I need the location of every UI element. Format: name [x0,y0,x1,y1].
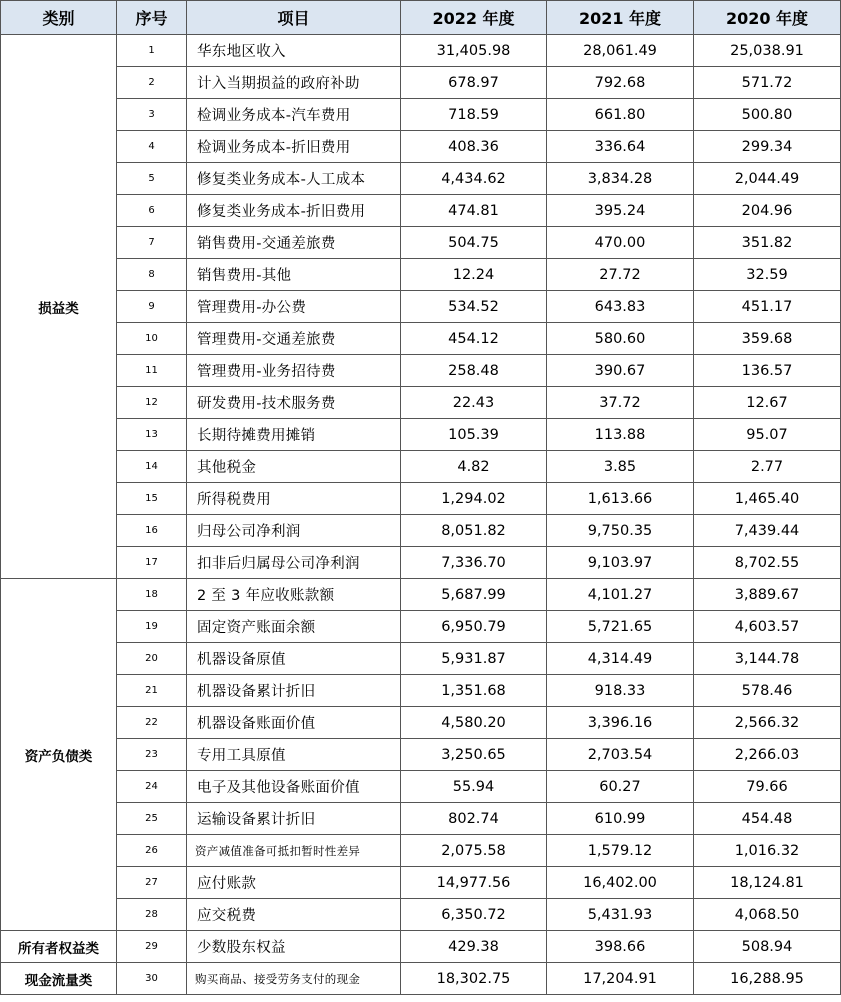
table-row [1,99,841,131]
value-2020-cell: 8,702.55 [694,547,841,579]
value-2020-cell: 351.82 [694,227,841,259]
table-row [1,163,841,195]
value-2021-cell: 9,103.97 [547,547,694,579]
seq-cell: 17 [117,547,187,579]
table-row [1,195,841,227]
value-2020-cell: 4,068.50 [694,899,841,931]
value-2020-cell: 32.59 [694,259,841,291]
table-row [1,483,841,515]
value-2021-cell: 2,703.54 [547,739,694,771]
value-2021-cell: 16,402.00 [547,867,694,899]
value-2021-cell: 3.85 [547,451,694,483]
table-row [1,67,841,99]
seq-cell: 19 [117,611,187,643]
value-2020-cell: 299.34 [694,131,841,163]
seq-cell: 28 [117,899,187,931]
item-cell: 资产减值准备可抵扣暂时性差异 [187,835,401,867]
seq-cell: 9 [117,291,187,323]
value-2022-cell: 7,336.70 [401,547,547,579]
value-2021-cell: 37.72 [547,387,694,419]
value-2021-cell: 390.67 [547,355,694,387]
value-2021-cell: 5,721.65 [547,611,694,643]
header-2021: 2021 年度 [547,1,694,35]
value-2022-cell: 504.75 [401,227,547,259]
value-2020-cell: 454.48 [694,803,841,835]
value-2020-cell: 3,144.78 [694,643,841,675]
value-2021-cell: 27.72 [547,259,694,291]
value-2020-cell: 1,465.40 [694,483,841,515]
value-2021-cell: 1,613.66 [547,483,694,515]
value-2020-cell: 12.67 [694,387,841,419]
item-cell: 运输设备累计折旧 [187,803,401,835]
value-2021-cell: 3,396.16 [547,707,694,739]
value-2020-cell: 3,889.67 [694,579,841,611]
item-cell: 2 至 3 年应收账款额 [187,579,401,611]
value-2022-cell: 429.38 [401,931,547,963]
seq-cell: 25 [117,803,187,835]
value-2022-cell: 4,580.20 [401,707,547,739]
header-item: 项目 [187,1,401,35]
value-2022-cell: 474.81 [401,195,547,227]
item-cell: 修复类业务成本-人工成本 [187,163,401,195]
value-2022-cell: 55.94 [401,771,547,803]
table-row [1,867,841,899]
value-2022-cell: 4.82 [401,451,547,483]
table-row [1,579,841,611]
value-2022-cell: 22.43 [401,387,547,419]
table-row [1,547,841,579]
value-2021-cell: 4,101.27 [547,579,694,611]
seq-cell: 20 [117,643,187,675]
item-cell: 管理费用-业务招待费 [187,355,401,387]
table-row [1,771,841,803]
table-row [1,899,841,931]
value-2021-cell: 60.27 [547,771,694,803]
value-2022-cell: 5,687.99 [401,579,547,611]
value-2021-cell: 470.00 [547,227,694,259]
value-2020-cell: 578.46 [694,675,841,707]
value-2022-cell: 105.39 [401,419,547,451]
value-2020-cell: 500.80 [694,99,841,131]
value-2022-cell: 2,075.58 [401,835,547,867]
value-2022-cell: 408.36 [401,131,547,163]
table-row [1,227,841,259]
value-2020-cell: 4,603.57 [694,611,841,643]
value-2021-cell: 643.83 [547,291,694,323]
table-header [1,1,841,35]
seq-cell: 13 [117,419,187,451]
seq-cell: 10 [117,323,187,355]
value-2021-cell: 28,061.49 [547,35,694,67]
table-row [1,931,841,963]
header-row [1,1,841,35]
value-2020-cell: 2.77 [694,451,841,483]
seq-cell: 7 [117,227,187,259]
item-cell: 电子及其他设备账面价值 [187,771,401,803]
seq-cell: 1 [117,35,187,67]
table-body [1,35,841,995]
item-cell: 华东地区收入 [187,35,401,67]
seq-cell: 18 [117,579,187,611]
table-row [1,323,841,355]
value-2022-cell: 678.97 [401,67,547,99]
value-2021-cell: 336.64 [547,131,694,163]
seq-cell: 6 [117,195,187,227]
table-row [1,419,841,451]
item-cell: 应付账款 [187,867,401,899]
item-cell: 购买商品、接受劳务支付的现金 [187,963,401,995]
seq-cell: 5 [117,163,187,195]
value-2022-cell: 6,950.79 [401,611,547,643]
item-cell: 其他税金 [187,451,401,483]
item-cell: 少数股东权益 [187,931,401,963]
value-2021-cell: 9,750.35 [547,515,694,547]
table-row [1,611,841,643]
category-cell: 现金流量类 [1,963,117,995]
table-row [1,803,841,835]
item-cell: 计入当期损益的政府补助 [187,67,401,99]
seq-cell: 12 [117,387,187,419]
table-row [1,739,841,771]
table-row [1,259,841,291]
seq-cell: 14 [117,451,187,483]
value-2022-cell: 5,931.87 [401,643,547,675]
value-2020-cell: 2,566.32 [694,707,841,739]
table-row [1,451,841,483]
item-cell: 机器设备累计折旧 [187,675,401,707]
value-2020-cell: 136.57 [694,355,841,387]
value-2022-cell: 8,051.82 [401,515,547,547]
value-2022-cell: 802.74 [401,803,547,835]
item-cell: 研发费用-技术服务费 [187,387,401,419]
header-seq: 序号 [117,1,187,35]
value-2022-cell: 4,434.62 [401,163,547,195]
seq-cell: 22 [117,707,187,739]
value-2020-cell: 18,124.81 [694,867,841,899]
value-2022-cell: 12.24 [401,259,547,291]
value-2020-cell: 204.96 [694,195,841,227]
value-2022-cell: 6,350.72 [401,899,547,931]
value-2021-cell: 17,204.91 [547,963,694,995]
seq-cell: 11 [117,355,187,387]
table-row [1,515,841,547]
header-2022: 2022 年度 [401,1,547,35]
item-cell: 归母公司净利润 [187,515,401,547]
value-2021-cell: 113.88 [547,419,694,451]
value-2020-cell: 25,038.91 [694,35,841,67]
category-cell: 所有者权益类 [1,931,117,963]
value-2021-cell: 661.80 [547,99,694,131]
item-cell: 所得税费用 [187,483,401,515]
value-2022-cell: 14,977.56 [401,867,547,899]
seq-cell: 23 [117,739,187,771]
header-2020: 2020 年度 [694,1,841,35]
table-row [1,835,841,867]
item-cell: 销售费用-其他 [187,259,401,291]
table-row [1,643,841,675]
value-2022-cell: 1,351.68 [401,675,547,707]
value-2021-cell: 1,579.12 [547,835,694,867]
item-cell: 检调业务成本-折旧费用 [187,131,401,163]
value-2020-cell: 571.72 [694,67,841,99]
item-cell: 管理费用-交通差旅费 [187,323,401,355]
seq-cell: 26 [117,835,187,867]
seq-cell: 16 [117,515,187,547]
table-row [1,707,841,739]
value-2020-cell: 7,439.44 [694,515,841,547]
seq-cell: 27 [117,867,187,899]
seq-cell: 8 [117,259,187,291]
seq-cell: 2 [117,67,187,99]
seq-cell: 29 [117,931,187,963]
value-2021-cell: 3,834.28 [547,163,694,195]
value-2022-cell: 1,294.02 [401,483,547,515]
table-row [1,35,841,67]
seq-cell: 3 [117,99,187,131]
value-2020-cell: 79.66 [694,771,841,803]
value-2022-cell: 258.48 [401,355,547,387]
value-2020-cell: 451.17 [694,291,841,323]
category-cell: 损益类 [1,35,117,579]
value-2020-cell: 359.68 [694,323,841,355]
item-cell: 固定资产账面余额 [187,611,401,643]
value-2021-cell: 580.60 [547,323,694,355]
value-2021-cell: 395.24 [547,195,694,227]
value-2022-cell: 31,405.98 [401,35,547,67]
item-cell: 机器设备账面价值 [187,707,401,739]
value-2021-cell: 792.68 [547,67,694,99]
item-cell: 应交税费 [187,899,401,931]
value-2021-cell: 610.99 [547,803,694,835]
table-row [1,131,841,163]
value-2022-cell: 718.59 [401,99,547,131]
value-2020-cell: 2,044.49 [694,163,841,195]
value-2022-cell: 454.12 [401,323,547,355]
table-row [1,355,841,387]
value-2020-cell: 95.07 [694,419,841,451]
table-row [1,675,841,707]
category-cell: 资产负债类 [1,579,117,931]
value-2021-cell: 5,431.93 [547,899,694,931]
item-cell: 专用工具原值 [187,739,401,771]
value-2020-cell: 1,016.32 [694,835,841,867]
value-2022-cell: 534.52 [401,291,547,323]
header-category: 类别 [1,1,117,35]
item-cell: 修复类业务成本-折旧费用 [187,195,401,227]
table-row [1,291,841,323]
item-cell: 管理费用-办公费 [187,291,401,323]
seq-cell: 4 [117,131,187,163]
seq-cell: 24 [117,771,187,803]
item-cell: 检调业务成本-汽车费用 [187,99,401,131]
item-cell: 机器设备原值 [187,643,401,675]
value-2021-cell: 398.66 [547,931,694,963]
value-2020-cell: 508.94 [694,931,841,963]
seq-cell: 30 [117,963,187,995]
value-2020-cell: 2,266.03 [694,739,841,771]
table-row [1,387,841,419]
value-2022-cell: 3,250.65 [401,739,547,771]
item-cell: 扣非后归属母公司净利润 [187,547,401,579]
table-row [1,963,841,995]
item-cell: 长期待摊费用摊销 [187,419,401,451]
value-2022-cell: 18,302.75 [401,963,547,995]
item-cell: 销售费用-交通差旅费 [187,227,401,259]
value-2021-cell: 918.33 [547,675,694,707]
value-2020-cell: 16,288.95 [694,963,841,995]
seq-cell: 15 [117,483,187,515]
value-2021-cell: 4,314.49 [547,643,694,675]
seq-cell: 21 [117,675,187,707]
